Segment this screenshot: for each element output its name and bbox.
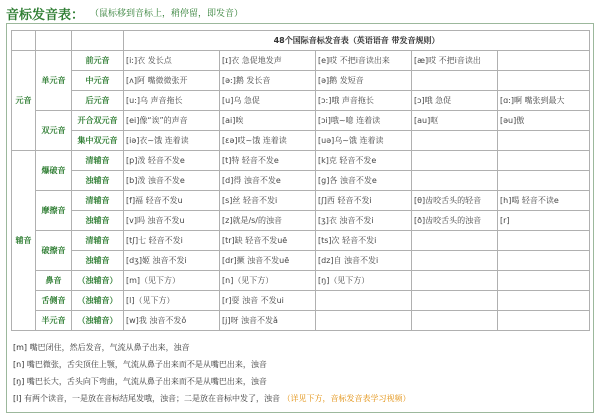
sound-type-label: 前元音 <box>72 51 124 71</box>
table-row <box>12 51 590 71</box>
video-link[interactable]: （详见下方，音标发音表学习视频） <box>282 394 411 403</box>
phonetic-symbol-cell <box>412 231 498 251</box>
sound-type-label: 浊辅音 <box>72 211 124 231</box>
notes-section <box>13 339 587 407</box>
sound-type-label: （浊辅音） <box>72 271 124 291</box>
phonetic-symbol-cell <box>316 291 412 311</box>
phonetic-symbol-cell[interactable]: [z]就是/s/的浊音 <box>220 211 316 231</box>
phonetic-symbol-cell[interactable]: [ŋ]（见下方） <box>316 271 412 291</box>
sound-type-label: 中元音 <box>72 71 124 91</box>
subcategory-label: 摩擦音 <box>36 191 72 231</box>
phonetic-symbol-cell <box>412 251 498 271</box>
sound-type-label: 清辅音 <box>72 191 124 211</box>
phonetic-symbol-cell[interactable]: [ei]像“诶”的声音 <box>124 111 220 131</box>
phonetic-symbol-cell[interactable]: [ə]鹅 发短音 <box>316 71 412 91</box>
phonetic-symbol-cell <box>412 291 498 311</box>
phonetic-symbol-cell[interactable]: [j]呀 浊音不发ǎ <box>220 311 316 331</box>
phonetic-symbol-cell[interactable]: [ʌ]阿 嘴微微张开 <box>124 71 220 91</box>
phonetic-symbol-cell <box>498 231 590 251</box>
phonetic-symbol-cell[interactable]: [ʒ]衣 浊音不发i <box>316 211 412 231</box>
table-row <box>12 111 590 131</box>
phonetic-symbol-cell[interactable]: [æ]哎 不把i音读出 <box>412 51 498 71</box>
subcategory-label: 双元音 <box>36 111 72 151</box>
phonetic-symbol-cell[interactable]: [p]泼 轻音不发e <box>124 151 220 171</box>
phonetic-symbol-cell <box>498 311 590 331</box>
phonetic-symbol-cell[interactable]: [au]呕 <box>412 111 498 131</box>
phonetic-symbol-cell[interactable]: [dz]自 浊音不发i <box>316 251 412 271</box>
phonetic-panel <box>6 23 594 413</box>
phonetic-symbol-cell <box>498 51 590 71</box>
phonetic-symbol-cell[interactable]: [ai]唉 <box>220 111 316 131</box>
page-title: 音标发音表： <box>6 8 85 23</box>
note-ng: [ŋ] 嘴巴长大，舌头向下弯曲，气流从鼻子出来而不是从嘴巴出来，浊音 <box>13 377 267 386</box>
phonetic-symbol-cell[interactable]: [v]吗 浊音不发u <box>124 211 220 231</box>
phonetic-symbol-cell[interactable]: [ʃ]西 轻音不发i <box>316 191 412 211</box>
phonetic-symbol-cell[interactable]: [ɔ]哦 急促 <box>412 91 498 111</box>
table-row <box>12 231 590 251</box>
phonetic-symbol-cell[interactable]: [əu]傲 <box>498 111 590 131</box>
phonetic-symbol-cell <box>412 311 498 331</box>
table-row <box>12 191 590 211</box>
phonetic-symbol-cell[interactable]: [tr]缺 轻音不发uē <box>220 231 316 251</box>
phonetic-symbol-cell[interactable]: [dr]撅 浊音不发uē <box>220 251 316 271</box>
phonetic-symbol-cell[interactable]: [m]（见下方） <box>124 271 220 291</box>
phonetic-symbol-cell <box>412 131 498 151</box>
table-row <box>12 311 590 331</box>
table-caption: 48个国际音标发音表（英语语音 带发音规则） <box>124 31 590 51</box>
table-row <box>12 251 590 271</box>
phonetic-symbol-cell[interactable]: [ɔ:]哦 声音拖长 <box>316 91 412 111</box>
phonetic-symbol-cell[interactable]: [ə:]鹅 发长音 <box>220 71 316 91</box>
phonetic-symbol-cell <box>412 271 498 291</box>
table-row <box>12 131 590 151</box>
phonetic-symbol-cell[interactable]: [θ]齿咬舌头的轻音 <box>412 191 498 211</box>
sound-type-label: 浊辅音 <box>72 251 124 271</box>
phonetic-symbol-cell <box>498 131 590 151</box>
phonetic-symbol-cell <box>498 171 590 191</box>
sound-type-label: 后元音 <box>72 91 124 111</box>
phonetic-symbol-cell[interactable]: [b]泼 浊音不发e <box>124 171 220 191</box>
phonetic-symbol-cell[interactable]: [g]各 浊音不发e <box>316 171 412 191</box>
phonetic-symbol-cell[interactable]: [h]喝 轻音不读e <box>498 191 590 211</box>
sound-type-label: 开合双元音 <box>72 111 124 131</box>
header-bar <box>4 4 592 23</box>
table-row <box>12 291 590 311</box>
phonetic-symbol-cell <box>498 291 590 311</box>
phonetic-symbol-cell[interactable]: [t]特 轻音不发e <box>220 151 316 171</box>
phonetic-symbol-cell[interactable]: [d]得 浊音不发e <box>220 171 316 191</box>
consonant-category: 辅音 <box>12 151 36 331</box>
phonetic-symbol-cell[interactable]: [u:]乌 声音拖长 <box>124 91 220 111</box>
phonetic-symbol-cell[interactable]: [iː]衣 发长点 <box>124 51 220 71</box>
table-row <box>12 71 590 91</box>
phonetic-symbol-cell <box>412 151 498 171</box>
phonetic-symbol-cell[interactable]: [uə]乌~饿 连着读 <box>316 131 412 151</box>
subcategory-label: 破擦音 <box>36 231 72 271</box>
sound-type-label: 集中双元音 <box>72 131 124 151</box>
phonetic-symbol-cell <box>498 251 590 271</box>
phonetic-symbol-cell <box>316 311 412 331</box>
phonetic-symbol-cell <box>498 71 590 91</box>
sound-type-label: 浊辅音 <box>72 171 124 191</box>
phonetic-symbol-cell <box>498 151 590 171</box>
phonetic-symbol-cell[interactable]: [ts]次 轻音不发i <box>316 231 412 251</box>
sound-type-label: 清辅音 <box>72 231 124 251</box>
sound-type-label: （浊辅音） <box>72 311 124 331</box>
sound-type-label: 清辅音 <box>72 151 124 171</box>
subcategory-label: 半元音 <box>36 311 72 331</box>
phonetic-symbol-cell[interactable]: [ð]齿咬舌头的浊音 <box>412 211 498 231</box>
phonetic-symbol-cell[interactable]: [iə]衣~饿 连着读 <box>124 131 220 151</box>
phonetic-symbol-cell <box>498 271 590 291</box>
phonetic-symbol-cell[interactable]: [ɪ]衣 急促地发声 <box>220 51 316 71</box>
sound-type-label: （浊辅音） <box>72 291 124 311</box>
phonetic-symbol-cell[interactable]: [n]（见下方） <box>220 271 316 291</box>
phonetic-symbol-cell[interactable]: [s]丝 轻音不发i <box>220 191 316 211</box>
table-row <box>12 271 590 291</box>
page-subtitle: （鼠标移到音标上，稍停留，即发音） <box>90 9 244 19</box>
subcategory-label: 舌侧音 <box>36 291 72 311</box>
note-m: [m] 嘴巴闭住，然后发音，气流从鼻子出来，浊音 <box>13 343 190 352</box>
phonetic-symbol-cell[interactable]: [w]我 浊音不发ǒ <box>124 311 220 331</box>
phonetic-symbol-cell <box>412 71 498 91</box>
phonetic-symbol-cell[interactable]: [tʃ]七 轻音不发i <box>124 231 220 251</box>
phonetic-table <box>11 30 590 331</box>
phonetic-symbol-cell[interactable]: [ɑ:]啊 嘴张到最大 <box>498 91 590 111</box>
note-l: [l] 有两个读音，一是放在音标结尾发哦，浊音；二是放在音标中发了，浊音 （详见下方，音标发音表学习视频） <box>13 394 411 403</box>
table-row <box>12 171 590 191</box>
table-row <box>12 151 590 171</box>
vowel-category: 元音 <box>12 51 36 151</box>
phonetic-symbol-cell <box>412 171 498 191</box>
subcategory-label: 鼻音 <box>36 271 72 291</box>
phonetic-symbol-cell[interactable]: [r]耍 浊音 不发ui <box>220 291 316 311</box>
phonetic-symbol-cell[interactable]: [e]哎 不把i音读出来 <box>316 51 412 71</box>
phonetic-symbol-cell[interactable]: [ɛə]哎~饿 连着读 <box>220 131 316 151</box>
subcategory-label: 爆破音 <box>36 151 72 191</box>
table-row <box>12 91 590 111</box>
table-row <box>12 211 590 231</box>
phonetic-symbol-cell[interactable]: [f]福 轻音不发u <box>124 191 220 211</box>
subcategory-label: 单元音 <box>36 51 72 111</box>
phonetic-symbol-cell[interactable]: [dʒ]姬 浊音不发i <box>124 251 220 271</box>
phonetic-symbol-cell[interactable]: [l]（见下方） <box>124 291 220 311</box>
phonetic-symbol-cell[interactable]: [ɔi]哦~噫 连着读 <box>316 111 412 131</box>
phonetic-symbol-cell[interactable]: [k]克 轻音不发e <box>316 151 412 171</box>
phonetic-symbol-cell[interactable]: [u]乌 急促 <box>220 91 316 111</box>
phonetic-symbol-cell[interactable]: [r] <box>498 211 590 231</box>
note-n: [n] 嘴巴微张，舌尖顶住上颚，气流从鼻子出来而不是从嘴巴出来，浊音 <box>13 360 267 369</box>
